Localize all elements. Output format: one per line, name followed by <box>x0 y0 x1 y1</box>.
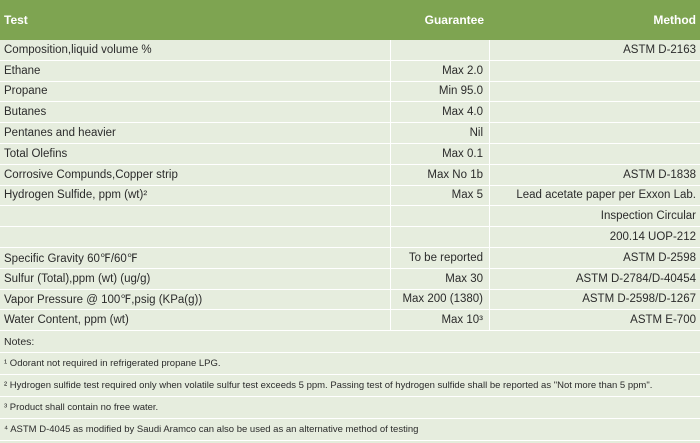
cell-test: Pentanes and heavier <box>4 127 116 140</box>
notes-section <box>0 331 700 441</box>
cell-guarantee: Max 200 (1380) <box>390 290 490 310</box>
cell-method: ASTM D-2163 <box>623 43 696 56</box>
table-row <box>0 82 700 103</box>
table-row <box>0 40 700 61</box>
cell-test: Hydrogen Sulfide, ppm (wt)² <box>4 189 148 202</box>
table-row <box>0 227 700 248</box>
table-row <box>0 186 700 207</box>
header-test: Test <box>4 13 28 27</box>
cell-guarantee <box>390 227 490 247</box>
cell-guarantee: Max 5 <box>390 186 490 206</box>
cell-method: 200.14 UOP-212 <box>609 231 696 244</box>
note-item: ⁴ ASTM D-4045 as modified by Saudi Aramco can also be used as an alternative method of testing <box>0 419 700 441</box>
cell-guarantee: Max 30 <box>390 269 490 289</box>
cell-method: ASTM D-2784/D-40454 <box>575 272 696 285</box>
cell-guarantee: Nil <box>390 123 490 143</box>
cell-test: Composition,liquid volume % <box>4 43 152 56</box>
cell-test: Corrosive Compunds,Copper strip <box>4 168 178 181</box>
table-header <box>0 0 700 40</box>
cell-guarantee: Min 95.0 <box>390 82 490 102</box>
cell-method: ASTM E-700 <box>630 314 696 327</box>
cell-test: Butanes <box>4 106 47 119</box>
table-row <box>0 248 700 269</box>
cell-guarantee: Max No 1b <box>390 165 490 185</box>
cell-guarantee: Max 4.0 <box>390 102 490 122</box>
table-row <box>0 61 700 82</box>
cell-method: Inspection Circular <box>600 210 696 223</box>
cell-test: Vapor Pressure @ 100℉,psig (KPa(g)) <box>4 294 203 307</box>
cell-test: Water Content, ppm (wt) <box>4 314 129 327</box>
cell-test: Total Olefins <box>4 147 68 160</box>
cell-method: ASTM D-1838 <box>623 168 696 181</box>
table-row <box>0 310 700 331</box>
cell-guarantee <box>390 40 490 60</box>
table-body <box>0 40 700 331</box>
cell-test: Specific Gravity 60℉/60℉ <box>4 252 138 265</box>
cell-method: Lead acetate paper per Exxon Lab. <box>516 189 696 202</box>
cell-guarantee: Max 10³ <box>390 310 490 330</box>
table-row <box>0 269 700 290</box>
cell-guarantee: Max 0.1 <box>390 144 490 164</box>
table-row <box>0 102 700 123</box>
cell-method: ASTM D-2598 <box>623 251 696 264</box>
note-item: ¹ Odorant not required in refrigerated propane LPG. <box>0 353 700 375</box>
header-method: Method <box>653 13 696 27</box>
note-item: ² Hydrogen sulfide test required only when volatile sulfur test exceeds 5 ppm. Passing test of hydrogen sulfide shall be reported as "Not more than 5 ppm". <box>0 375 700 397</box>
cell-guarantee <box>390 206 490 226</box>
cell-method: ASTM D-2598/D-1267 <box>582 293 696 306</box>
cell-guarantee: Max 2.0 <box>390 61 490 81</box>
table-row <box>0 123 700 144</box>
cell-test: Propane <box>4 85 48 98</box>
cell-test: Ethane <box>4 64 41 77</box>
cell-guarantee: To be reported <box>390 248 490 268</box>
cell-test: Sulfur (Total),ppm (wt) (ug/g) <box>4 272 151 285</box>
note-item: ³ Product shall contain no free water. <box>0 397 700 419</box>
table-row <box>0 165 700 186</box>
table-row <box>0 206 700 227</box>
header-guarantee: Guarantee <box>424 13 484 27</box>
table-row <box>0 290 700 311</box>
table-row <box>0 144 700 165</box>
notes-title: Notes: <box>0 331 700 353</box>
